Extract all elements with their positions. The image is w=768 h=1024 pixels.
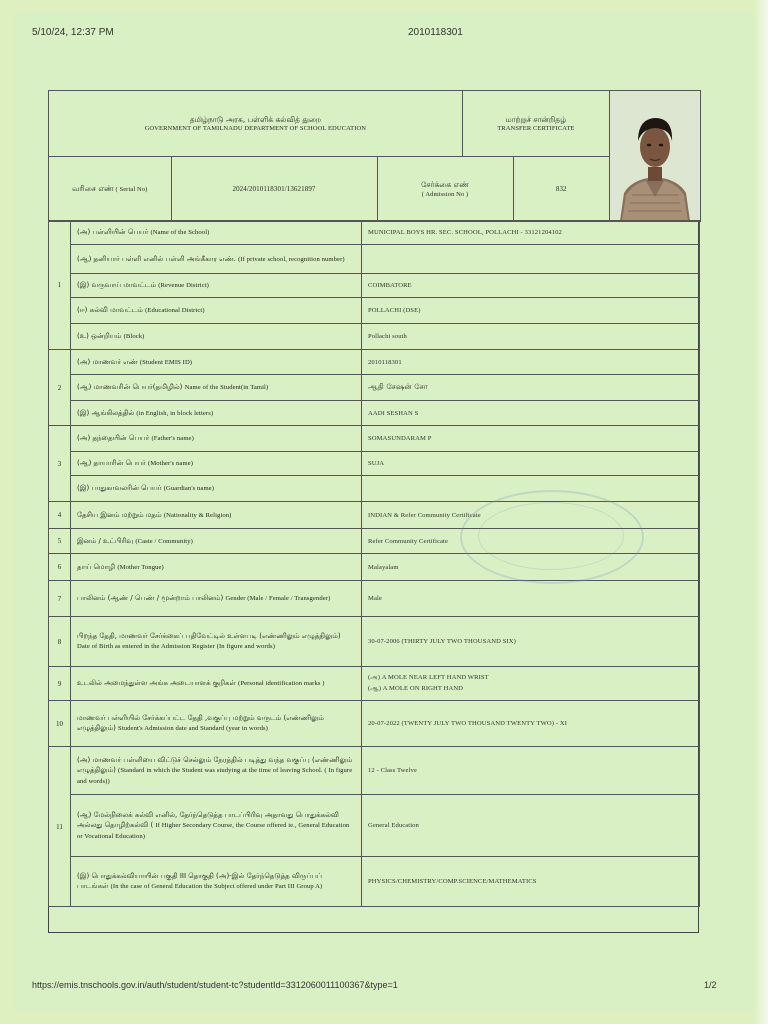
field-value-text: COIMBATORE — [368, 282, 412, 289]
certificate-title-english: TRANSFER CERTIFICATE — [497, 125, 575, 133]
detail-row — [49, 426, 700, 452]
admission-label-tamil: சேர்க்கை எண் — [421, 180, 469, 190]
field-value-text: Malayalam — [368, 563, 399, 571]
student-photo — [610, 91, 700, 221]
field-value-text: POLLACHI (DSE) — [368, 307, 421, 314]
serial-value: 2024/2010118301/13621897 — [171, 157, 377, 221]
certificate-header — [48, 90, 701, 222]
row-number: 1 — [49, 221, 71, 350]
field-label-tamil: (உ) ஒன்றியம் — [77, 332, 122, 341]
row-number: 10 — [49, 701, 71, 747]
department-cell — [49, 91, 463, 157]
print-page-id: 2010118301 — [408, 27, 463, 38]
detail-row — [49, 245, 700, 274]
field-value — [362, 245, 700, 274]
field-label-english: (Block) — [123, 333, 145, 341]
row-number: 2 — [49, 350, 71, 426]
title-cell — [462, 91, 609, 157]
detail-row — [49, 701, 700, 747]
field-label — [71, 274, 362, 298]
admission-label-english: ( Admission No ) — [421, 190, 469, 198]
field-label-english: If Higher Secondary Course, the Course offered ie., General Education or Vocational Education) — [77, 822, 350, 840]
row-number: 6 — [49, 554, 71, 581]
field-value — [362, 375, 700, 401]
field-label-tamil: (இ) பாதுகாவலரின் பெயர் — [77, 484, 162, 493]
detail-row — [49, 747, 700, 795]
field-value — [362, 426, 700, 452]
detail-row — [49, 857, 700, 907]
field-label — [71, 245, 362, 274]
field-value-text: MUNICIPAL BOYS HR. SEC. SCHOOL, POLLACHI - 33121204102 — [368, 229, 562, 236]
field-value-text: General Education — [368, 822, 419, 829]
print-page-number: 1/2 — [704, 980, 717, 990]
field-value — [362, 274, 700, 298]
field-label-tamil: (ஆ) மாணவரின் பெயர்(தமிழில்) — [77, 383, 183, 392]
admission-value: 832 — [555, 185, 567, 193]
field-label-tamil: (அ) மாணவர் எண் — [77, 357, 138, 366]
department-english: GOVERNMENT OF TAMILNADU DEPARTMENT OF SCHOOL EDUCATION — [144, 125, 367, 133]
field-label-tamil: மாணவர் பள்ளியில் சேர்க்கப்பட்ட தேதி ,வகுப்பு மற்றும் வருடம் (எண்ணிலும் எழுத்திலும்) — [77, 714, 324, 733]
detail-row — [49, 795, 700, 857]
field-label-english: (Personal identification marks ) — [238, 680, 325, 688]
field-value-text: Pollachi south — [368, 333, 407, 340]
field-value-text: 2010118301 — [368, 358, 402, 366]
field-label-tamil: (ஈ) கல்வி மாவட்டம் — [77, 306, 143, 315]
field-label-english: Student's Admission date and Standard (year in words) — [118, 725, 268, 733]
field-label — [71, 529, 362, 554]
photo-cell — [610, 91, 701, 222]
field-label-tamil: உடலில் அமைந்துள்ள அங்க அடையாளக் குறிகள் — [77, 679, 236, 688]
field-label-english: (Mother Tongue) — [117, 563, 164, 571]
serial-label-english: ( Serial No) — [115, 185, 148, 193]
detail-row — [49, 617, 700, 667]
field-value — [362, 581, 700, 617]
detail-row — [49, 324, 700, 350]
field-label-english: (Mother's name) — [148, 460, 194, 468]
detail-row — [49, 502, 700, 529]
field-value-text: 20-07-2022 (TWENTY JULY TWO THOUSAND TWENTY TWO) - XI — [368, 720, 567, 727]
field-label-english: (in English, in block letters) — [136, 409, 214, 417]
field-value-text-2: (ஆ) A MOLE ON RIGHT HAND — [368, 685, 464, 692]
serial-label — [49, 157, 171, 221]
field-label — [71, 221, 362, 245]
field-label — [71, 701, 362, 747]
field-label-english: Name of the Student(in Tamil) — [184, 384, 269, 392]
detail-row — [49, 375, 700, 401]
field-value — [362, 324, 700, 350]
field-value-text: AADI SESHAN S — [368, 409, 419, 417]
field-label-english: (Caste / Community) — [135, 537, 193, 545]
detail-row — [49, 298, 700, 324]
field-value — [362, 350, 700, 375]
field-value — [362, 701, 700, 747]
field-label — [71, 350, 362, 375]
certificate-details-table — [48, 220, 700, 907]
field-label-tamil: தாய் மொழி — [77, 562, 116, 571]
field-value — [362, 617, 700, 667]
field-label — [71, 617, 362, 667]
field-value-text: Male — [368, 595, 382, 602]
field-label-english: (Name of the School) — [150, 229, 210, 237]
field-value-text: SUJA — [368, 460, 385, 467]
detail-row — [49, 529, 700, 554]
row-number: 11 — [49, 747, 71, 907]
detail-row — [49, 581, 700, 617]
field-label-tamil: பிறந்த தேதி, மாணவர் சேர்க்கைப் பதிவேட்டில் உள்ளபடி (எண்ணிலும் எழுத்திலும்) — [77, 632, 341, 641]
field-value — [362, 529, 700, 554]
field-label — [71, 747, 362, 795]
field-label-tamil: (ஆ) தாயாரின் பெயர் — [77, 459, 146, 468]
field-label — [71, 502, 362, 529]
field-label-tamil: (ஆ) மேல்நிலைக் கல்வி எனில், தேர்ந்தெடுத்த பாடப்பிரிவு அதாவது பொதுக்கல்வி அல்லது தொழிற்கல்வி ( — [77, 810, 339, 830]
field-label-english: Date of Birth as entered in the Admission Register (In figure and words) — [77, 643, 276, 651]
row-number: 4 — [49, 502, 71, 529]
field-label-english: (Guardian's name) — [163, 485, 214, 493]
detail-row — [49, 476, 700, 502]
field-label — [71, 476, 362, 502]
serial-label-tamil: வரிசை எண் — [72, 183, 114, 193]
field-value-text: INDIAN & Refer Community Certificate — [368, 511, 481, 519]
field-value — [362, 452, 700, 476]
field-value-text: Refer Community Certificate — [368, 537, 448, 545]
row-number: 3 — [49, 426, 71, 502]
field-label-english: (In the case of General Education the Subject offered under Part III Group A) — [110, 883, 323, 891]
field-label-tamil: (இ) ஆங்கிலத்தில் — [77, 408, 135, 417]
detail-row — [49, 274, 700, 298]
field-label-tamil: (அ) தந்தையின் பெயர் — [77, 434, 150, 443]
field-label-english: Gender (Male / Female / Transgender) — [225, 595, 331, 603]
field-label-tamil: (இ) பொதுக்கல்வியாயின் பகுதி III தொகுதி (அ)-இல் தேர்ந்தெடுத்த விருப்பப் பாடங்கள் — [77, 872, 323, 891]
detail-row — [49, 350, 700, 375]
field-value — [362, 795, 700, 857]
field-value — [362, 667, 700, 701]
field-value — [362, 221, 700, 245]
row-number: 7 — [49, 581, 71, 617]
paper-edge — [754, 0, 768, 1024]
row-number: 5 — [49, 529, 71, 554]
field-label — [71, 795, 362, 857]
field-label-tamil: (இ) வருவாய் மாவட்டம் — [77, 281, 157, 290]
detail-row — [49, 452, 700, 476]
print-url: https://emis.tnschools.gov.in/auth/student/student-tc?studentId=3312060011100367&type=1 — [32, 980, 398, 990]
field-label — [71, 554, 362, 581]
field-value-text: 12 - Class Twelve — [368, 767, 417, 774]
field-label-english: (Revenue District) — [158, 282, 209, 290]
field-label-english: (Father's name) — [151, 435, 194, 443]
detail-row — [49, 221, 700, 245]
field-value-text: PHYSICS/CHEMISTRY/COMP.SCIENCE/MATHEMATICS — [368, 878, 537, 885]
field-label — [71, 581, 362, 617]
field-label-english: (If private school, recognition number) — [238, 255, 345, 263]
field-label — [71, 401, 362, 426]
row-number: 8 — [49, 617, 71, 667]
field-label — [71, 667, 362, 701]
field-value — [362, 502, 700, 529]
field-value — [362, 554, 700, 581]
department-tamil: தமிழ்நாடு அரசு, பள்ளிக் கல்வித் துறை — [189, 114, 322, 124]
field-value — [362, 401, 700, 426]
admission-label — [377, 157, 513, 221]
field-label-english: (Standard in which the Student was studying at the time of leaving School. ( In figure and words)) — [77, 767, 353, 785]
field-value — [362, 476, 700, 502]
field-label-tamil: இனம் / உட்பிரிவு — [77, 536, 134, 545]
field-label-english: (Educational District) — [145, 307, 205, 315]
serial-admission-cell — [49, 157, 610, 222]
field-value-text: (அ) A MOLE NEAR LEFT HAND WRIST — [368, 674, 489, 681]
field-label — [71, 426, 362, 452]
student-photo-image — [610, 91, 700, 221]
certificate-title-tamil: மாற்றுச் சான்றிதழ் — [505, 114, 567, 124]
row-number: 9 — [49, 667, 71, 701]
field-value — [362, 298, 700, 324]
print-datetime: 5/10/24, 12:37 PM — [32, 27, 114, 38]
field-label-tamil: தேசிய இனம் மற்றும் மதம் — [77, 510, 162, 519]
field-label-tamil: (அ) பள்ளியின் பெயர் — [77, 228, 149, 237]
field-value-text: 30-07-2006 (THIRTY JULY TWO THOUSAND SIX) — [368, 638, 516, 645]
detail-row — [49, 667, 700, 701]
field-value — [362, 747, 700, 795]
field-label-tamil: பாலினம் (ஆண் / பெண் / மூன்றாம் பாலினம்) — [77, 594, 224, 603]
field-label — [71, 375, 362, 401]
field-label — [71, 298, 362, 324]
field-label — [71, 857, 362, 907]
field-label — [71, 452, 362, 476]
field-label-english: (Nationality & Religion) — [163, 511, 232, 519]
field-value-text: SOMASUNDARAM P — [368, 435, 432, 442]
field-label — [71, 324, 362, 350]
field-label-tamil: (அ) மாணவர் பள்ளியை விட்டுச் செல்லும் நேரத்தில் படித்து வந்த வகுப்பு (எண்ணிலும் எழுத்திலும்) — [77, 755, 353, 775]
field-label-tamil: (ஆ) தனியார் பள்ளி எனில் பள்ளி அங்கீகார எண். — [77, 254, 236, 263]
field-label-english: (Student EMIS ID) — [139, 358, 193, 366]
detail-row — [49, 401, 700, 426]
detail-row — [49, 554, 700, 581]
field-value-text: ஆதி சேஷன் சோ — [368, 382, 428, 392]
field-value — [362, 857, 700, 907]
